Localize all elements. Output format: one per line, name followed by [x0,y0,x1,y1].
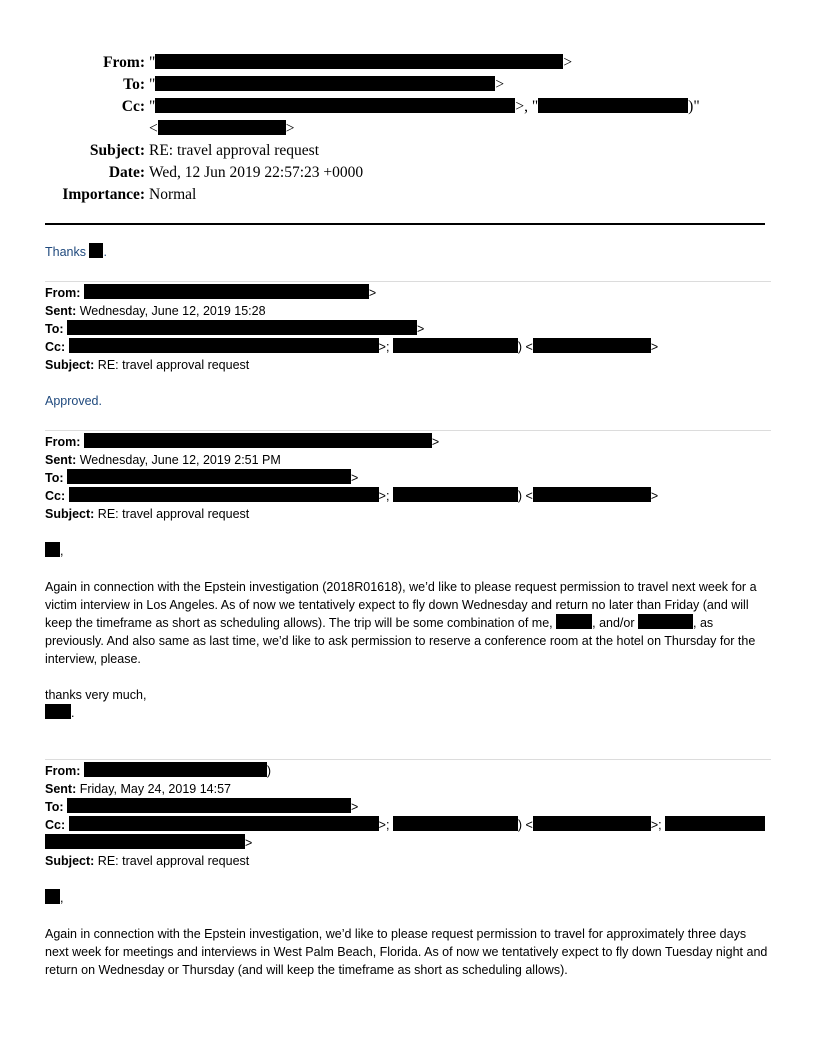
message-divider [45,759,771,760]
redaction [393,816,518,831]
thanks-text: Thanks [45,245,86,259]
header-from-row [0,52,816,74]
redaction [84,433,432,448]
header-cc-label: Cc: [121,98,145,115]
msg3-from-row: From: ) [45,764,272,778]
msg3-subject-label: Subject: [45,854,95,868]
header-from-value: " > [149,54,573,71]
msg1-body: Approved. [45,394,102,408]
header-date-value: Wed, 12 Jun 2019 22:57:23 +0000 [149,164,364,181]
message-2-header [45,433,771,523]
msg3-salutation: , [45,889,771,907]
redaction [45,704,71,719]
msg1-sent-value: Wednesday, June 12, 2019 15:28 [79,304,266,318]
msg2-sent-value: Wednesday, June 12, 2019 2:51 PM [79,453,281,467]
redaction [89,243,103,258]
header-subject-label: Subject: [89,142,145,159]
msg2-signoff: thanks very much, [45,688,147,702]
print-header [0,52,816,206]
header-to-value: " > [149,76,505,93]
msg3-to-label: To: [45,800,64,814]
msg3-cc-continued: > [45,834,771,852]
msg3-to-row: To: > [45,800,359,814]
redaction [533,487,651,502]
msg1-sent-row [45,302,771,320]
msg2-body-text-a: Again in connection with the Epstein investigation (2018R01618), we’d like to please request permission to travel next week for a victim interview in Los Angeles. As of now we tentatively expect to fly down Wednesday and return no later than Friday (and will keep the timeframe as short as scheduling allows). The trip will be some combination of me, [45,580,757,630]
redaction [638,614,693,629]
msg2-sent-label: Sent: [45,453,77,467]
redaction [69,487,379,502]
msg2-from-label: From: [45,435,81,449]
header-date-row [0,162,816,184]
thanks-line [45,243,771,261]
header-cc-row [0,96,816,118]
header-divider [45,223,765,225]
msg2-subject-label: Subject: [45,507,95,521]
message-divider [45,281,771,282]
redaction [538,98,688,113]
redaction [158,120,286,135]
msg2-body-paragraph [45,578,771,668]
header-subject-row [0,140,816,162]
redaction [665,816,765,831]
header-importance-row [0,184,816,206]
msg2-salutation: , [45,542,771,560]
thanks-period: . [103,245,107,259]
msg1-to-label: To: [45,322,64,336]
header-cc-value: " >, " )" [149,98,700,115]
msg2-body-text-b: , and/or [592,616,638,630]
redaction [69,338,379,353]
msg1-subject-label: Subject: [45,358,95,372]
message-3-header [45,762,771,870]
msg2-cc-label: Cc: [45,489,66,503]
msg2-subject-value: RE: travel approval request [97,507,250,521]
header-from-label: From: [103,54,145,71]
msg1-cc-row: Cc: >; ) < > [45,340,659,354]
header-date-label: Date: [108,164,145,181]
redaction [45,889,60,904]
msg1-subject-value: RE: travel approval request [97,358,250,372]
message-divider [45,430,771,431]
msg1-sent-label: Sent: [45,304,77,318]
msg1-from-label: From: [45,286,81,300]
redaction [67,320,417,335]
msg1-from-row: From: > [45,286,377,300]
msg2-body-text-c: , as previously. And also same as last time, we’d like to ask permission to reserve a conference room at the hotel on Thursday for the interview, please. [45,616,756,666]
msg3-from-label: From: [45,764,81,778]
redaction [155,54,563,69]
msg2-sent-row [45,451,771,469]
redaction [69,816,379,831]
redaction [556,614,592,629]
redaction [155,98,515,113]
header-importance-label: Importance: [62,186,145,203]
msg2-signature: . [45,704,771,722]
msg3-sent-value: Friday, May 24, 2019 14:57 [79,782,231,796]
redaction [393,487,518,502]
redaction [533,816,651,831]
msg2-body [45,578,771,668]
msg3-cc-label: Cc: [45,818,66,832]
redaction [155,76,495,91]
redaction [67,469,351,484]
msg1-subject-row [45,356,771,374]
msg2-subject-row [45,505,771,523]
msg3-subject-value: RE: travel approval request [97,854,250,868]
msg3-cc-row: Cc: >; ) < >; [45,816,771,834]
msg1-to-row: To: > [45,322,425,336]
msg2-to-row: To: > [45,471,359,485]
redaction [393,338,518,353]
header-cc-continued: < > [149,120,295,137]
message-1-header [45,284,771,374]
redaction [84,284,369,299]
msg1-cc-label: Cc: [45,340,66,354]
msg3-sent-label: Sent: [45,782,77,796]
header-to-label: To: [123,76,145,93]
redaction [533,338,651,353]
msg2-cc-row: Cc: >; ) < > [45,489,659,503]
redaction [67,798,351,813]
redaction [45,834,245,849]
msg3-body: Again in connection with the Epstein investigation, we’d like to please request permission to travel for approximately three days next week for meetings and interviews in West Palm Beach, Florida. As of now we tentatively expect to fly down Tuesday night and return on Wednesday or Thursday (and will keep the timeframe as short as scheduling allows). [45,927,768,977]
header-importance-value: Normal [149,186,197,203]
msg2-to-label: To: [45,471,64,485]
msg3-subject-row [45,852,771,870]
msg2-from-row: From: > [45,435,440,449]
redaction [45,542,60,557]
msg3-sent-row [45,780,771,798]
header-subject-value: RE: travel approval request [149,142,320,159]
redaction [84,762,267,777]
header-to-row [0,74,816,96]
